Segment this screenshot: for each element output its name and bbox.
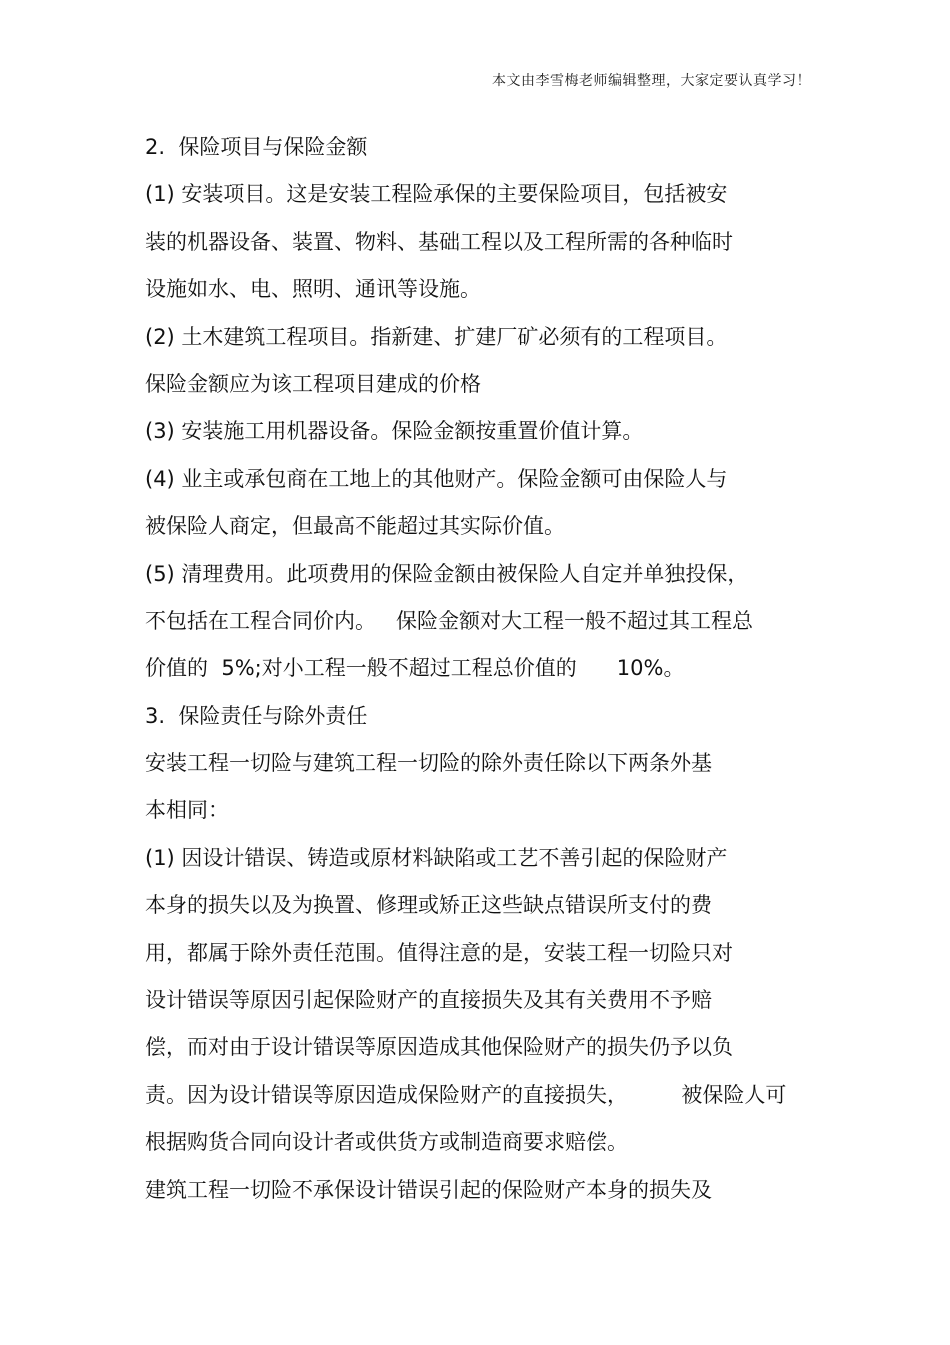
paragraph-line: (3) 安装施工用机器设备。保险金额按重置价值计算。 bbox=[145, 419, 644, 444]
paragraph-line: (1) 安装项目。这是安装工程险承保的主要保险项目，包括被安 bbox=[145, 182, 728, 207]
heading-insurance-items: 2. 保险项目与保险金额 bbox=[145, 135, 368, 159]
paragraph-line: 用，都属于除外责任范围。值得注意的是，安装工程一切险只对 bbox=[145, 940, 733, 965]
paragraph-line: 根据购货合同向设计者或供货方或制造商要求赔偿。 bbox=[145, 1130, 628, 1155]
paragraph-line: (4) 业主或承包商在工地上的其他财产。保险金额可由保险人与 bbox=[145, 466, 728, 491]
paragraph-line: 被保险人商定，但最高不能超过其实际价值。 bbox=[145, 514, 565, 539]
heading-liability: 3. 保险责任与除外责任 bbox=[145, 703, 368, 728]
paragraph-line: 不包括在工程合同价内。 保险金额对大工程一般不超过其工程总 bbox=[145, 608, 754, 633]
paragraph-line: (2) 土木建筑工程项目。指新建、扩建厂矿必须有的工程项目。 bbox=[145, 324, 728, 349]
paragraph-line: (5) 清理费用。此项费用的保险金额由被保险人自定并单独投保， bbox=[145, 561, 749, 586]
paragraph-line: 偿，而对由于设计错误等原因造成其他保险财产的损失仍予以负 bbox=[145, 1035, 733, 1060]
paragraph-line: (1) 因设计错误、铸造或原材料缺陷或工艺不善引起的保险财产 bbox=[145, 845, 728, 870]
paragraph-line: 建筑工程一切险不承保设计错误引起的保险财产本身的损失及 bbox=[145, 1177, 712, 1202]
paragraph-line: 安装工程一切险与建筑工程一切险的除外责任除以下两条外基 bbox=[145, 751, 712, 776]
paragraph-line: 装的机器设备、装置、物料、基础工程以及工程所需的各种临时 bbox=[145, 229, 733, 254]
paragraph-line: 设施如水、电、照明、通讯等设施。 bbox=[145, 277, 481, 302]
paragraph-line: 保险金额应为该工程项目建成的价格 bbox=[145, 371, 481, 396]
paragraph-line: 本相同： bbox=[145, 798, 229, 823]
document-body bbox=[145, 128, 845, 1218]
paragraph-line: 本身的损失以及为换置、修理或矫正这些缺点错误所支付的费 bbox=[145, 893, 712, 918]
paragraph-line: 设计错误等原因引起保险财产的直接损失及其有关费用不予赔 bbox=[145, 988, 712, 1013]
paragraph-line: 价值的 5%;对小工程一般不超过工程总价值的 10%。 bbox=[145, 656, 685, 681]
header-note: 本文由李雪梅老师编辑整理，大家定要认真学习！ bbox=[492, 73, 811, 89]
paragraph-line: 责。因为设计错误等原因造成保险财产的直接损失， 被保险人可 bbox=[145, 1082, 787, 1107]
